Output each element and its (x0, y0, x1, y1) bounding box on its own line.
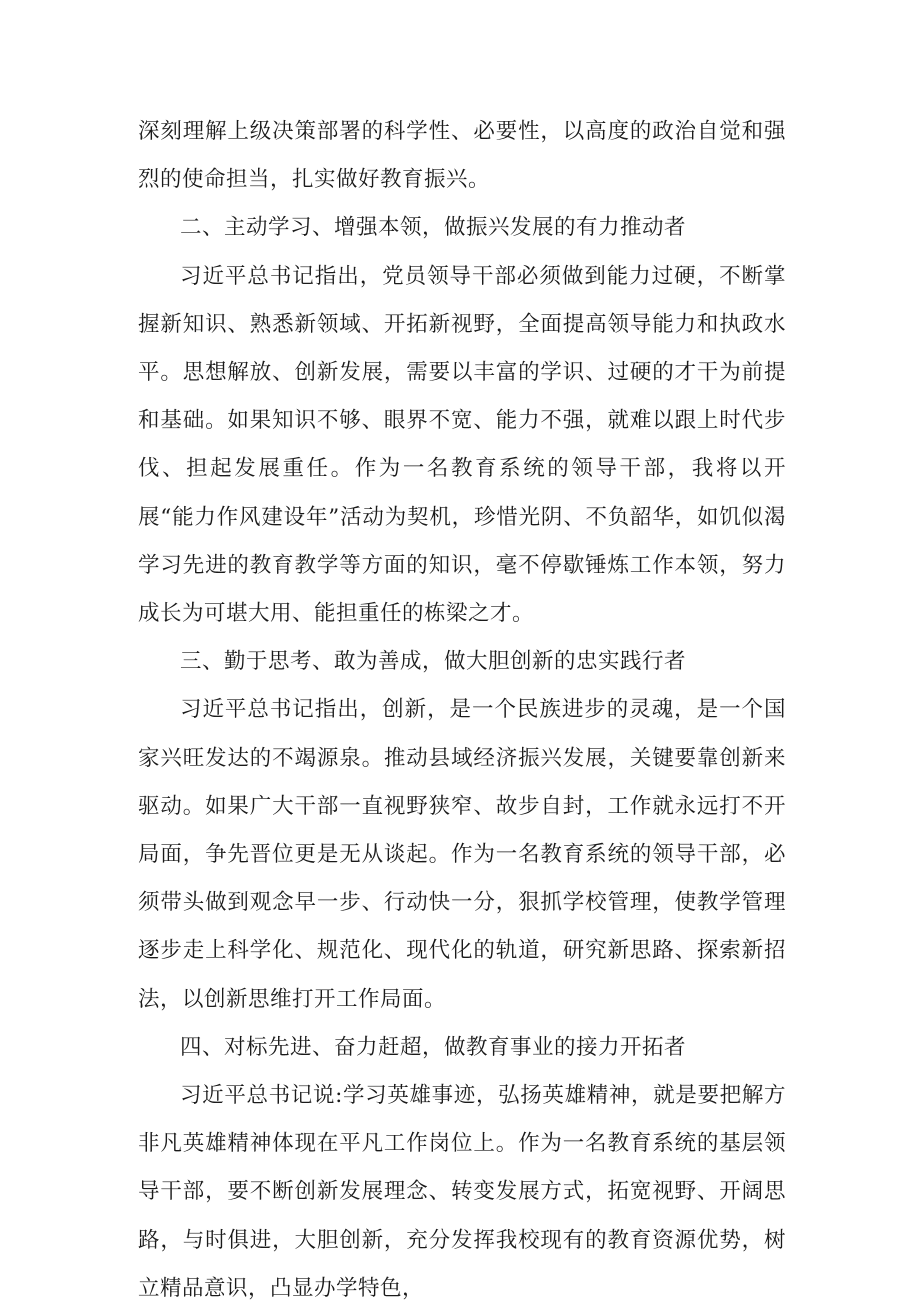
body-paragraph: 习近平总书记指出，创新，是一个民族进步的灵魂，是一个国家兴旺发达的不竭源泉。推动县域经济振兴发展，关键要靠创新来驱动。如果广大干部一直视野狭窄、故步自封，工作就永远打不开局面，争先晋位更是无从谈起。作为一名教育系统的领导干部，必须带头做到观念早一步、行动快一分，狠抓学校管理，使教学管理逐步走上科学化、规范化、现代化的轨道，研究新思路、探索新招法，以创新思维打开工作局面。 (138, 697, 786, 1012)
body-paragraph: 深刻理解上级决策部署的科学性、必要性，以高度的政治自觉和强烈的使命担当，扎实做好教育振兴。 (138, 119, 786, 193)
section-heading: 二、主动学习、增强本领，做振兴发展的有力推动者 (180, 215, 687, 241)
section-heading: 四、对标先进、奋力赶超，做教育事业的接力开拓者 (180, 1034, 687, 1060)
document-body (138, 108, 786, 1313)
body-paragraph: 习近平总书记说:学习英雄事迹，弘扬英雄精神，就是要把解方非凡英雄精神体现在平凡工作岗位上。作为一名教育系统的基层领导干部，要不断创新发展理念、转变发展方式，拓宽视野、开阔思路，与时俱进，大胆创新，充分发挥我校现有的教育资源优势，树立精品意识，凸显办学特色， (138, 1083, 786, 1301)
section-heading: 三、勤于思考、敢为善成，做大胆创新的忠实践行者 (180, 649, 687, 675)
body-paragraph: 习近平总书记指出，党员领导干部必须做到能力过硬，不断掌握新知识、熟悉新领域、开拓新视野，全面提高领导能力和执政水平。思想解放、创新发展，需要以丰富的学识、过硬的才干为前提和基础。如果知识不够、眼界不宽、能力不强，就难以跟上时代步伐、担起发展重任。作为一名教育系统的领导干部，我将以开展“能力作风建设年”活动为契机，珍惜光阴、不负韶华，如饥似渴学习先进的教育教学等方面的知识，毫不停歇锤炼工作本领，努力成长为可堪大用、能担重任的栋梁之才。 (138, 263, 786, 627)
